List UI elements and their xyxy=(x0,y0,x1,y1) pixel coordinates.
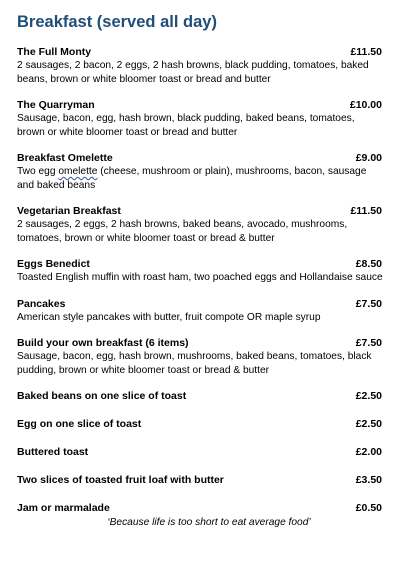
item-name: Vegetarian Breakfast xyxy=(17,205,121,217)
item-price: £9.00 xyxy=(355,152,382,164)
menu-item xyxy=(17,501,383,515)
item-name: Two slices of toasted fruit loaf with butter xyxy=(17,474,224,486)
item-name: Breakfast Omelette xyxy=(17,152,113,164)
item-name: Egg on one slice of toast xyxy=(17,418,142,430)
menu-item xyxy=(17,336,383,377)
item-price: £7.50 xyxy=(355,337,382,349)
menu-item xyxy=(17,417,383,431)
item-name: Build your own breakfast (6 items) xyxy=(17,337,189,349)
item-price: £10.00 xyxy=(349,99,382,111)
menu-item xyxy=(17,389,383,403)
item-price: £2.50 xyxy=(355,390,382,402)
item-name: Jam or marmalade xyxy=(17,502,110,514)
item-price: £8.50 xyxy=(355,258,382,270)
item-description: Sausage, bacon, egg, hash brown, black pudding, baked beans, tomatoes, brown or white bloomer toast or bread and butter xyxy=(17,113,355,138)
item-description: Sausage, bacon, egg, hash brown, mushrooms, baked beans, tomatoes, black pudding, brown or white bloomer toast or bread & butter xyxy=(17,351,372,376)
menu-item xyxy=(17,45,383,86)
item-name: The Full Monty xyxy=(17,46,92,58)
menu-item xyxy=(17,204,383,245)
item-description: Toasted English muffin with roast ham, two poached eggs and Hollandaise sauce xyxy=(17,272,383,283)
footer-tagline: ‘Because life is too short to eat average food’ xyxy=(107,517,311,528)
item-price: £11.50 xyxy=(350,46,382,58)
item-name: Baked beans on one slice of toast xyxy=(17,390,187,402)
item-description: American style pancakes with butter, fruit compote OR maple syrup xyxy=(17,311,321,323)
item-description xyxy=(17,165,383,192)
item-price: £7.50 xyxy=(355,297,382,310)
menu-title: Breakfast (served all day) xyxy=(17,13,217,31)
spellcheck-flagged-word[interactable]: omelette xyxy=(58,166,98,177)
item-description: 2 sausages, 2 bacon, 2 eggs, 2 hash browns, black pudding, tomatoes, baked beans, brown or white bloomer toast or bread and butter xyxy=(17,60,369,85)
menu-item xyxy=(17,297,383,325)
menu-item xyxy=(17,445,383,459)
description-text: (cheese, mushroom or plain), mushrooms, bacon, sausage and baked beans xyxy=(17,166,367,191)
item-name: Pancakes xyxy=(17,297,66,310)
item-price: £0.50 xyxy=(355,502,382,514)
menu-item xyxy=(17,257,383,285)
menu-item xyxy=(17,98,383,139)
item-description: 2 sausages, 2 eggs, 2 hash browns, baked beans, avocado, mushrooms, tomatoes, brown or white bloomer toast or bread & butter xyxy=(17,219,348,244)
item-price: £2.00 xyxy=(355,446,382,458)
item-price: £3.50 xyxy=(355,474,382,486)
item-name: Buttered toast xyxy=(17,446,89,458)
item-price: £11.50 xyxy=(350,205,382,217)
item-name: The Quarryman xyxy=(17,99,95,111)
menu-item xyxy=(17,151,383,192)
menu-item xyxy=(17,473,383,487)
menu-page xyxy=(17,12,383,530)
item-name: Eggs Benedict xyxy=(17,258,90,270)
item-price: £2.50 xyxy=(355,418,382,430)
description-text: Two egg xyxy=(17,166,59,177)
